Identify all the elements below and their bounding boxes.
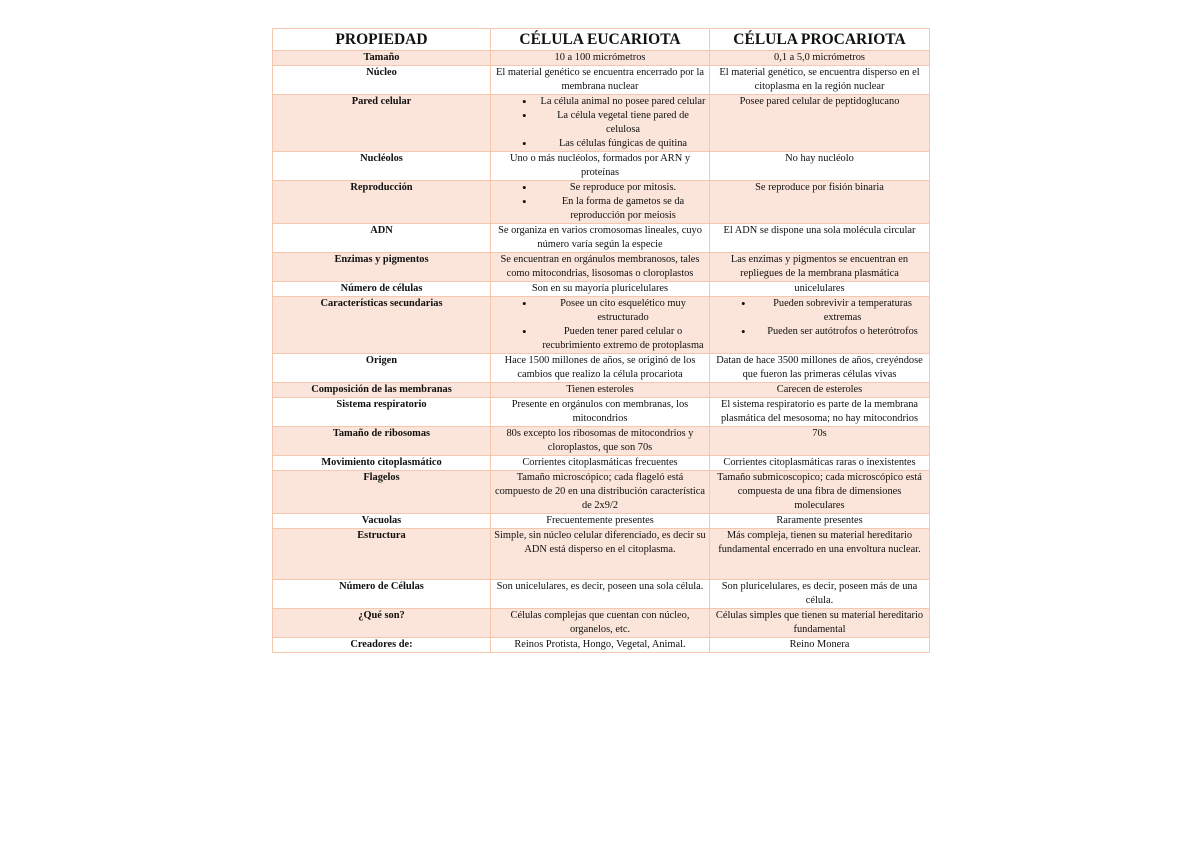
bullet-item: • Las células fúngicas de quitina [540, 137, 706, 151]
property-cell: Características secundarias [273, 297, 491, 354]
prokaryote-cell: Las enzimas y pigmentos se encuentran en repliegues de la membrana plasmática [710, 253, 930, 282]
prokaryote-cell: Posee pared celular de peptidoglucano [710, 95, 930, 152]
table-row [273, 282, 930, 297]
eukaryote-cell: Se encuentran en orgánulos membranosos, tales como mitocondrias, lisosomas o cloroplastos [491, 253, 710, 282]
table-row [273, 427, 930, 456]
eukaryote-cell: Simple, sin núcleo celular diferenciado, es decir su ADN está disperso en el citoplasma. [491, 529, 710, 580]
eukaryote-cell [491, 297, 710, 354]
bullet-list [494, 181, 706, 223]
property-cell: Movimiento citoplasmático [273, 456, 491, 471]
bullet-list [713, 297, 926, 339]
eukaryote-cell: Hace 1500 millones de años, se originó de los cambios que realizo la célula procariota [491, 354, 710, 383]
property-cell: Reproducción [273, 181, 491, 224]
property-cell: Enzimas y pigmentos [273, 253, 491, 282]
prokaryote-cell: unicelulares [710, 282, 930, 297]
table-row [273, 580, 930, 609]
property-cell: Número de células [273, 282, 491, 297]
eukaryote-cell: Corrientes citoplasmáticas frecuentes [491, 456, 710, 471]
property-cell: Origen [273, 354, 491, 383]
eukaryote-cell: Presente en orgánulos con membranas, los mitocondrios [491, 398, 710, 427]
property-cell: ADN [273, 224, 491, 253]
table-row [273, 638, 930, 653]
table-row [273, 253, 930, 282]
table-row [273, 51, 930, 66]
prokaryote-cell: El sistema respiratorio es parte de la membrana plasmática del mesosoma; no hay mitocondrios [710, 398, 930, 427]
prokaryote-cell: Raramente presentes [710, 514, 930, 529]
table-row [273, 297, 930, 354]
header-prokaryote: CÉLULA PROCARIOTA [710, 29, 930, 51]
property-cell: Composición de las membranas [273, 383, 491, 398]
property-cell: Nucléolos [273, 152, 491, 181]
eukaryote-cell: Tienen esteroles [491, 383, 710, 398]
bullet-item: • Pueden tener pared celular o recubrimiento extremo de protoplasma [540, 325, 706, 353]
header-eukaryote: CÉLULA EUCARIOTA [491, 29, 710, 51]
header-property: PROPIEDAD [273, 29, 491, 51]
prokaryote-cell: Datan de hace 3500 millones de años, creyéndose que fueron las primeras células vivas [710, 354, 930, 383]
bullet-item: • Pueden ser autótrofos o heterótrofos [759, 325, 926, 339]
eukaryote-cell: 80s excepto los ribosomas de mitocondrios y cloroplastos, que son 70s [491, 427, 710, 456]
prokaryote-cell: Tamaño submicoscopico; cada microscópico está compuesta de una fibra de dimensiones moleculares [710, 471, 930, 514]
property-cell: Creadores de: [273, 638, 491, 653]
prokaryote-cell [710, 297, 930, 354]
prokaryote-cell: No hay nucléolo [710, 152, 930, 181]
table-row [273, 398, 930, 427]
table-row [273, 354, 930, 383]
prokaryote-cell: Reino Monera [710, 638, 930, 653]
property-cell: Sistema respiratorio [273, 398, 491, 427]
eukaryote-cell: Frecuentemente presentes [491, 514, 710, 529]
property-cell: ¿Qué son? [273, 609, 491, 638]
bullet-item: • Pueden sobrevivir a temperaturas extremas [759, 297, 926, 325]
property-cell: Estructura [273, 529, 491, 580]
eukaryote-cell: Tamaño microscópico; cada flageló está compuesto de 20 en una distribución característica de 2x9/2 [491, 471, 710, 514]
eukaryote-cell: Uno o más nucléolos, formados por ARN y proteínas [491, 152, 710, 181]
prokaryote-cell: El ADN se dispone una sola molécula circular [710, 224, 930, 253]
table-row [273, 514, 930, 529]
bullet-item: • En la forma de gametos se da reproducción por meiosis [540, 195, 706, 223]
prokaryote-cell: Carecen de esteroles [710, 383, 930, 398]
property-cell: Tamaño de ribosomas [273, 427, 491, 456]
prokaryote-cell: 70s [710, 427, 930, 456]
prokaryote-cell: Más compleja, tienen su material hereditario fundamental encerrado en una envoltura nuclear. [710, 529, 930, 580]
table-row [273, 66, 930, 95]
table-row [273, 152, 930, 181]
bullet-item: • La célula animal no posee pared celular [540, 95, 706, 109]
property-cell: Tamaño [273, 51, 491, 66]
eukaryote-cell: El material genético se encuentra encerrado por la membrana nuclear [491, 66, 710, 95]
prokaryote-cell: 0,1 a 5,0 micrómetros [710, 51, 930, 66]
prokaryote-cell: Corrientes citoplasmáticas raras o inexistentes [710, 456, 930, 471]
bullet-item: • Posee un cito esquelético muy estructurado [540, 297, 706, 325]
eukaryote-cell: Se organiza en varios cromosomas lineales, cuyo número varía según la especie [491, 224, 710, 253]
bullet-item: • Se reproduce por mitosis. [540, 181, 706, 195]
eukaryote-cell: Células complejas que cuentan con núcleo, organelos, etc. [491, 609, 710, 638]
eukaryote-cell [491, 95, 710, 152]
bullet-list [494, 297, 706, 353]
prokaryote-cell: Son pluricelulares, es decir, poseen más de una célula. [710, 580, 930, 609]
table-row [273, 471, 930, 514]
prokaryote-cell: Se reproduce por fisión binaria [710, 181, 930, 224]
eukaryote-cell: Son unicelulares, es decir, poseen una sola célula. [491, 580, 710, 609]
comparison-table [272, 28, 930, 653]
table-row [273, 529, 930, 580]
table-row [273, 224, 930, 253]
bullet-list [494, 95, 706, 151]
prokaryote-cell: El material genético, se encuentra disperso en el citoplasma en la región nuclear [710, 66, 930, 95]
bullet-item: • La célula vegetal tiene pared de celulosa [540, 109, 706, 137]
table-row [273, 609, 930, 638]
property-cell: Núcleo [273, 66, 491, 95]
table-row [273, 95, 930, 152]
property-cell: Pared celular [273, 95, 491, 152]
header-row [273, 29, 930, 51]
eukaryote-cell [491, 181, 710, 224]
table-row [273, 383, 930, 398]
property-cell: Vacuolas [273, 514, 491, 529]
property-cell: Flagelos [273, 471, 491, 514]
prokaryote-cell: Células simples que tienen su material hereditario fundamental [710, 609, 930, 638]
table-row [273, 181, 930, 224]
table-row [273, 456, 930, 471]
property-cell: Número de Células [273, 580, 491, 609]
eukaryote-cell: Son en su mayoría pluricelulares [491, 282, 710, 297]
eukaryote-cell: Reinos Protista, Hongo, Vegetal, Animal. [491, 638, 710, 653]
eukaryote-cell: 10 a 100 micrómetros [491, 51, 710, 66]
